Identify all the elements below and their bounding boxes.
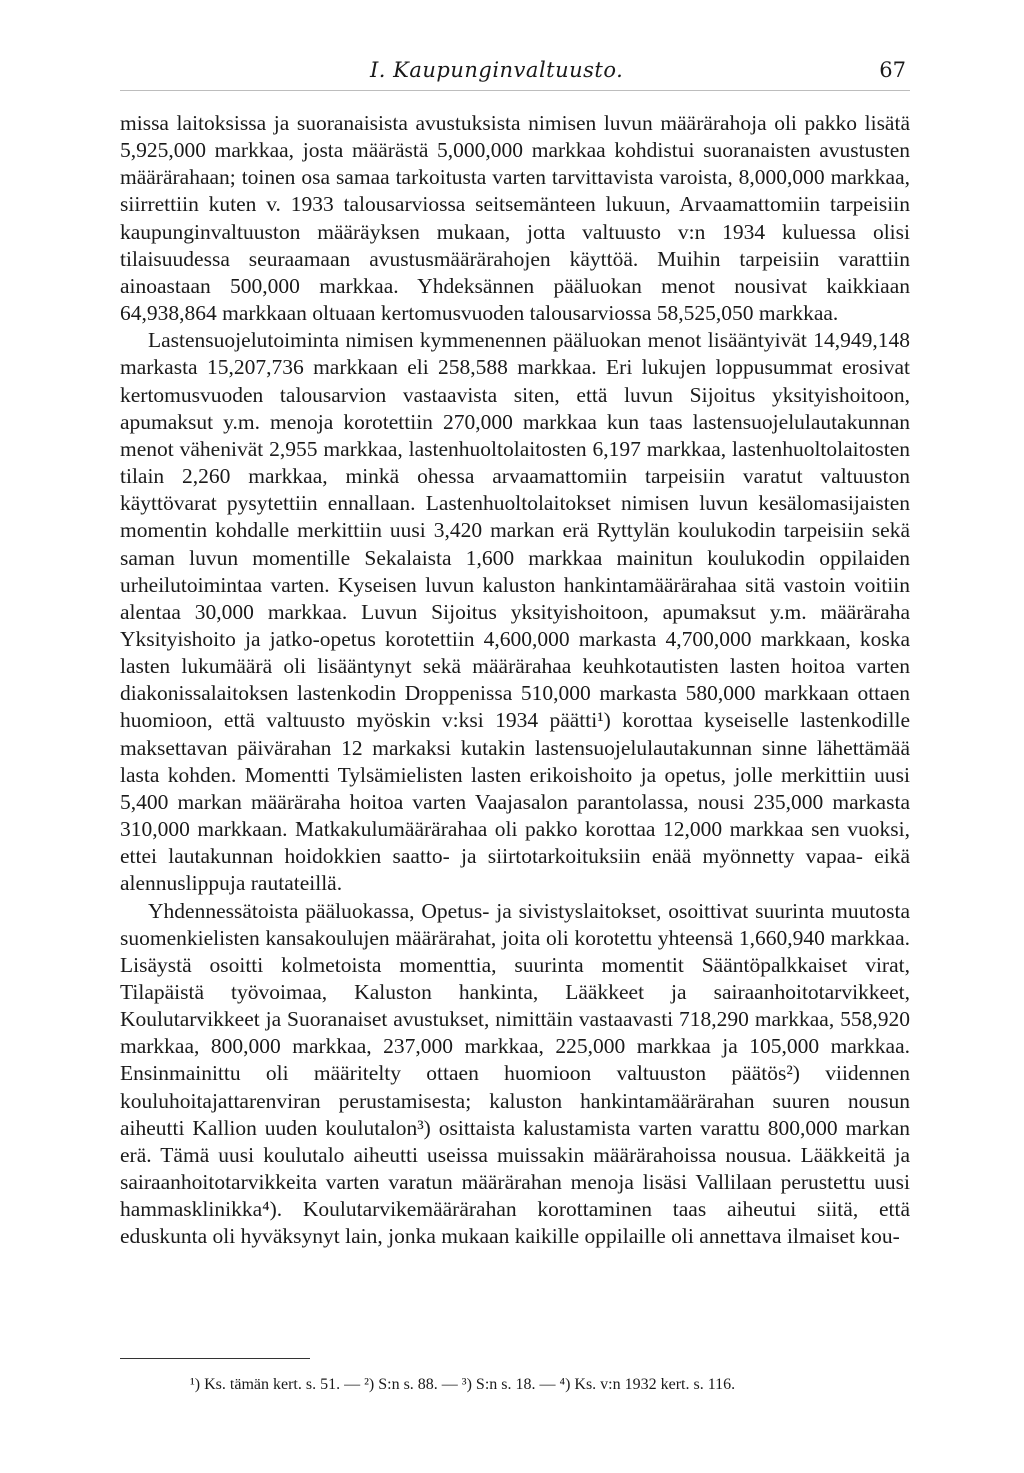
body-text bbox=[120, 110, 910, 1251]
running-header bbox=[120, 56, 910, 91]
running-title: I. Kaupunginvaltuusto. bbox=[370, 58, 624, 82]
footnotes: ¹) Ks. tämän kert. s. 51. — ²) S:n s. 88. — ³) S:n s. 18. — ⁴) Ks. v:n 1932 kert. s. 116. bbox=[190, 1376, 736, 1393]
page-number: 67 bbox=[879, 58, 906, 82]
paragraph-child-welfare: Lastensuojelutoiminta nimisen kymmenennen pääluokan menot lisääntyivät 14,949,148 markasta 15,207,736 markkaan eli 258,588 markkaa. Eri lukujen loppusummat erosivat kertomusvuoden talousarvion vastaavista siten, että luvun Sijoitus yksityishoitoon, apumaksut y.m. menoja korotettiin 270,000 markkaa kun taas lastensuojelulautakunnan menot vähenivät 2,955 markkaa, lastenhuoltolaitosten 6,197 markkaa, lastenhuoltolaitosten tilain 2,260 markkaa, minkä ohessa arvaamattomiin tarpeisiin varatut valtuuston käyttövarat pysytettiin ennallaan. Lastenhuoltolaitokset nimisen luvun kesälomasijaisten momentin kohdalle merkittiin uusi 3,420 markan erä Ryttylän koulukodin tarpeisiin sekä saman luvun momentille Sekalaista 1,600 markkaa mainitun koulukodin oppilaiden urheilutoimintaa varten. Kyseisen luvun kaluston hankintamäärärahaa sitä vastoin voitiin alentaa 30,000 markkaa. Luvun Sijoitus yksityishoitoon, apumaksut y.m. määräraha Yksityishoito ja jatko-opetus korotettiin 4,600,000 markasta 4,700,000 markkaan, koska lasten lukumäärä oli lisääntynyt sekä määrärahaa keuhkotautisten lasten hoitoa varten diakonissalaitoksen lastenkodin Droppenissa 510,000 markasta 580,000 markkaan ottaen huomioon, että valtuusto myöskin v:ksi 1934 päätti¹) korottaa kyseiselle lastenkodille maksettavan päivärahan 12 markaksi kutakin lastensuojelulautakunnan sinne lähettämää lasta kohden. Momentti Tylsämielisten lasten erikoishoito ja opetus, jolle merkittiin uusi 5,400 markan määräraha hoitoa varten Vaajasalon parantolassa, nousi 235,000 markasta 310,000 markkaan. Matkakulumäärärahaa oli pakko korottaa 12,000 markkaa sen vuoksi, ettei lautakunnan hoidokkien saatto- ja siirtotarkoituksiin enää myönnetty vapaa- eikä alennuslippuja rautateillä. bbox=[120, 328, 910, 896]
paragraph-education: Yhdennessätoista pääluokassa, Opetus- ja sivistyslaitokset, osoittivat suurinta muutosta suomenkielisten kansakoulujen määrärahat, joita oli korotettu yhteensä 1,660,940 markkaa. Lisäystä osoitti kolmetoista momenttia, suurinta momentit Sääntöpalkkaiset virat, Tilapäistä työvoimaa, Kaluston hankinta, Lääkkeet ja sairaanhoitotarvikkeet, Koulutarvikkeet ja Suoranaiset avustukset, nimittäin vastaavasti 718,290 markkaa, 558,920 markkaa, 800,000 markkaa, 237,000 markkaa, 225,000 markkaa ja 105,000 markkaa. Ensinmainittu oli määritelty ottaen huomioon valtuuston päätös²) viidennen kouluhoitajattarenviran perustamisesta; kaluston hankintamäärärahan suuren nousun aiheutti Kallion uuden koulutalon³) osittaista kalustamista varten varattu 800,000 markan erä. Tämä uusi koulutalo aiheutti useissa muissakin määrärahoissa nousua. Lääkkeitä ja sairaanhoitotarvikkeita varten varatun määrärahan menoja lisäsi Vallilaan perustettu uusi hammasklinikka⁴). Koulutarvikemäärärahan korottaminen taas aiheutui siitä, että eduskunta oli hyväksynyt lain, jonka mukaan kaikille oppilaille oli annettava ilmaiset kou- bbox=[120, 898, 910, 1249]
paragraph-continued: missa laitoksissa ja suoranaisista avustuksista nimisen luvun määrärahoja oli pakko lisätä 5,925,000 markkaa, josta määrästä 5,000,000 markkaa kohdistui suoranaisten avustusten määrärahaan; toinen osa samaa tarkoitusta varten tarvittavista varoista, 8,000,000 markkaa, siirrettiin kuten v. 1933 talousarviossa seitsemänteen lukuun, Arvaamattomiin tarpeisiin kaupunginvaltuuston määräyksen mukaan, jotta valtuusto v:n 1934 kuluessa olisi tilaisuudessa seuraamaan avustusmäärärahojen käyttöä. Muihin tarpeisiin varattiin ainoastaan 500,000 markkaa. Yhdeksännen pääluokan menot nousivat kaikkiaan 64,938,864 markkaan oltuaan kertomusvuoden talousarviossa 58,525,050 markkaa. bbox=[120, 111, 910, 326]
footnote-divider bbox=[120, 1358, 310, 1359]
